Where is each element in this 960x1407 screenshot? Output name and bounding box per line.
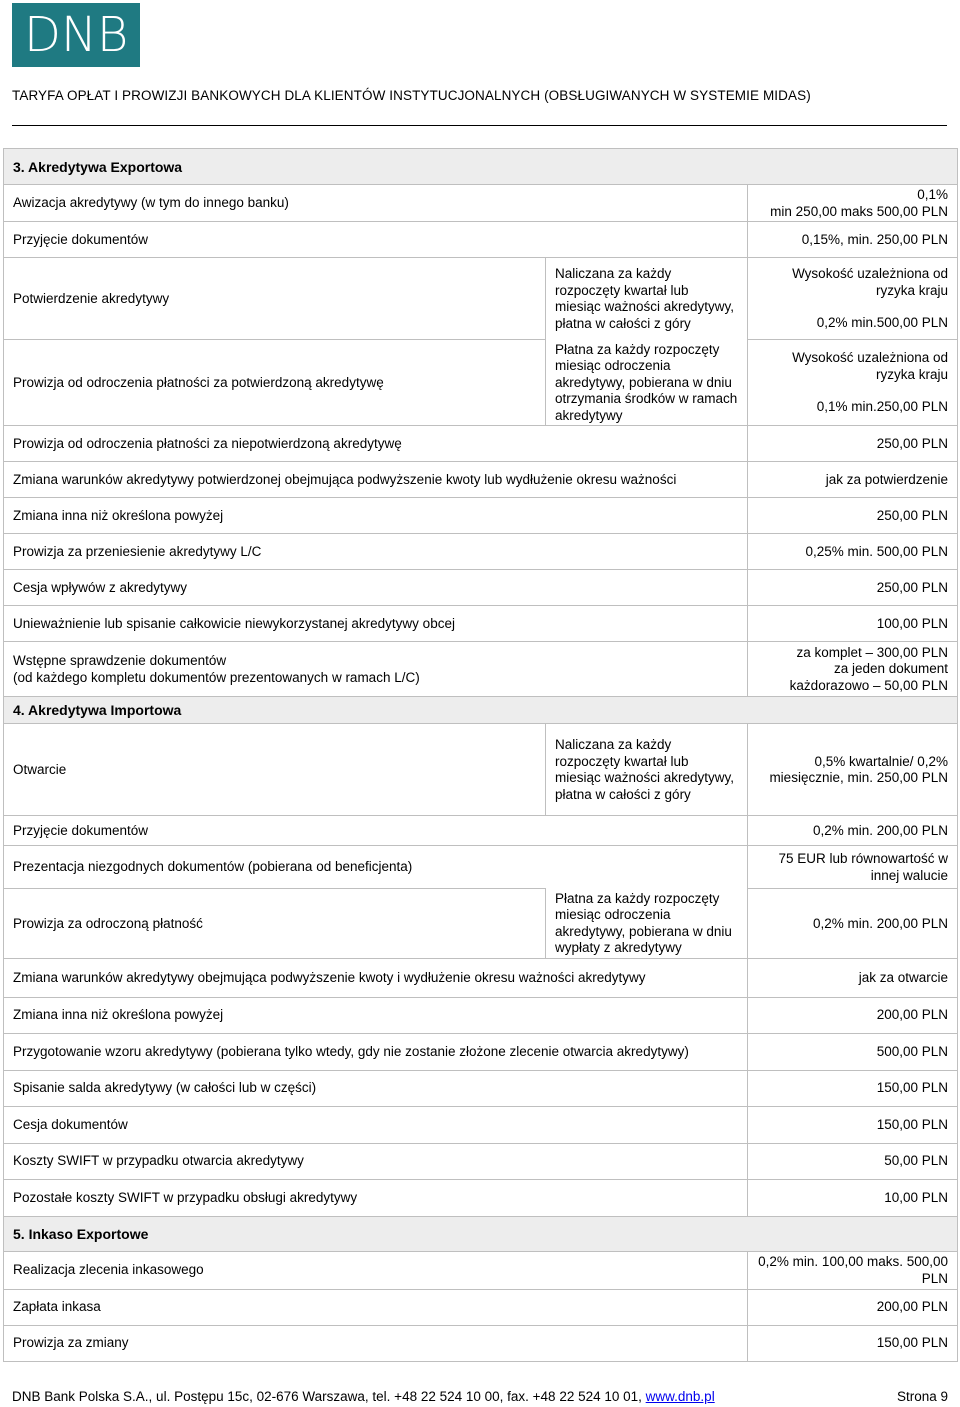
fee-label: Prowizja od odroczenia płatności za potwierdzoną akredytywę — [4, 340, 546, 426]
fee-price: 100,00 PLN — [748, 606, 958, 642]
fee-price: 50,00 PLN — [748, 1143, 958, 1179]
fee-price: 250,00 PLN — [748, 570, 958, 606]
fee-label: Prowizja od odroczenia płatności za niepotwierdzoną akredytywę — [4, 426, 546, 462]
fee-note: Naliczana za każdy rozpoczęty kwartał lub miesiąc ważności akredytywy, płatna w całości z góry — [546, 258, 748, 340]
fee-price: 0,2% min. 200,00 PLN — [748, 816, 958, 846]
fee-price: 250,00 PLN — [748, 426, 958, 462]
dnb-logo — [12, 3, 140, 67]
fee-label: Zmiana inna niż określona powyżej — [4, 997, 748, 1033]
fee-price: 0,5% kwartalnie/ 0,2% miesięcznie, min. 250,00 PLN — [748, 724, 958, 816]
fee-label: Spisanie salda akredytywy (w całości lub w części) — [4, 1070, 748, 1106]
fee-label: Przyjęcie dokumentów — [4, 816, 546, 846]
fee-label: Pozostałe koszty SWIFT w przypadku obsługi akredytywy — [4, 1179, 748, 1216]
fee-price: Wysokość uzależniona od ryzyka kraju 0,1% min.250,00 PLN — [748, 340, 958, 426]
document-title: TARYFA OPŁAT I PROWIZJI BANKOWYCH DLA KLIENTÓW INSTYTUCJONALNYCH (OBSŁUGIWANYCH W SYSTEMIE MIDAS) — [12, 88, 811, 103]
fee-label: Zmiana warunków akredytywy obejmująca podwyższenie kwoty i wydłużenie okresu ważności akredytywy — [4, 958, 748, 997]
fee-label: Prowizja za przeniesienie akredytywy L/C — [4, 534, 748, 570]
section-title: 5. Inkaso Exportowe — [4, 1216, 958, 1251]
fee-label: Zmiana warunków akredytywy potwierdzonej obejmująca podwyższenie kwoty lub wydłużenie okresu ważności — [4, 462, 748, 498]
section-title: 3. Akredytywa Exportowa — [4, 149, 958, 185]
fee-label: Przyjęcie dokumentów — [4, 222, 546, 258]
fee-label: Unieważnienie lub spisanie całkowicie niewykorzystanej akredytywy obcej — [4, 606, 748, 642]
fee-label: Wstępne sprawdzenie dokumentów (od każdego kompletu dokumentów prezentowanych w ramach L/C) — [4, 642, 748, 697]
section-title: 4. Akredytywa Importowa — [4, 697, 958, 724]
fee-label: Cesja dokumentów — [4, 1106, 748, 1143]
logo-text: DNB — [24, 7, 129, 63]
fee-label: Otwarcie — [4, 724, 546, 816]
fee-price: 200,00 PLN — [748, 1289, 958, 1325]
fee-note: Płatna za każdy rozpoczęty miesiąc odroczenia akredytywy, pobierana w dniu otrzymania środków w ramach akredytywy — [546, 340, 748, 426]
fee-label: Potwierdzenie akredytywy — [4, 258, 546, 340]
footer-website-link[interactable]: www.dnb.pl — [645, 1389, 715, 1404]
fee-label: Koszty SWIFT w przypadku otwarcia akredytywy — [4, 1143, 748, 1179]
fee-price: 200,00 PLN — [748, 997, 958, 1033]
fee-label: Awizacja akredytywy (w tym do innego banku) — [4, 185, 546, 222]
fee-price: 0,25% min. 500,00 PLN — [748, 534, 958, 570]
fee-price: 10,00 PLN — [748, 1179, 958, 1216]
fee-label: Cesja wpływów z akredytywy — [4, 570, 748, 606]
fee-price: 150,00 PLN — [748, 1070, 958, 1106]
fee-label: Prowizja za zmiany — [4, 1325, 748, 1361]
fee-price: 0,1% min 250,00 maks 500,00 PLN — [748, 185, 958, 222]
fee-price: Wysokość uzależniona od ryzyka kraju 0,2% min.500,00 PLN — [748, 258, 958, 340]
fee-price: 500,00 PLN — [748, 1033, 958, 1070]
fee-price: 0,15%, min. 250,00 PLN — [748, 222, 958, 258]
fee-price: 250,00 PLN — [748, 498, 958, 534]
fee-price: 0,2% min. 100,00 maks. 500,00 PLN — [748, 1251, 958, 1289]
fee-price: 0,2% min. 200,00 PLN — [748, 889, 958, 959]
fee-table — [3, 148, 958, 1362]
footer-address: DNB Bank Polska S.A., ul. Postępu 15c, 02-676 Warszawa, tel. +48 22 524 10 00, fax. +48 22 524 10 01, www.dnb.pl — [12, 1389, 715, 1404]
fee-label: Przygotowanie wzoru akredytywy (pobierana tylko wtedy, gdy nie zostanie złożone zlecenie otwarcia akredytywy) — [4, 1033, 748, 1070]
fee-label: Zapłata inkasa — [4, 1289, 748, 1325]
fee-price: 150,00 PLN — [748, 1106, 958, 1143]
fee-label: Prowizja za odroczoną płatność — [4, 889, 546, 959]
fee-price: jak za potwierdzenie — [748, 462, 958, 498]
fee-price: za komplet – 300,00 PLN za jeden dokument każdorazowo – 50,00 PLN — [748, 642, 958, 697]
fee-price: 75 EUR lub równowartość w innej walucie — [748, 846, 958, 889]
fee-note: Płatna za każdy rozpoczęty miesiąc odroczenia akredytywy, pobierana w dniu wypłaty z akredytywy — [546, 889, 748, 959]
page-number: Strona 9 — [896, 1389, 948, 1404]
fee-label: Zmiana inna niż określona powyżej — [4, 498, 748, 534]
fee-price: 150,00 PLN — [748, 1325, 958, 1361]
fee-label: Prezentacja niezgodnych dokumentów (pobierana od beneficjenta) — [4, 846, 546, 889]
fee-price: jak za otwarcie — [748, 958, 958, 997]
header-divider — [12, 125, 947, 126]
fee-note: Naliczana za każdy rozpoczęty kwartał lub miesiąc ważności akredytywy, płatna w całości z góry — [546, 724, 748, 816]
fee-label: Realizacja zlecenia inkasowego — [4, 1251, 748, 1289]
